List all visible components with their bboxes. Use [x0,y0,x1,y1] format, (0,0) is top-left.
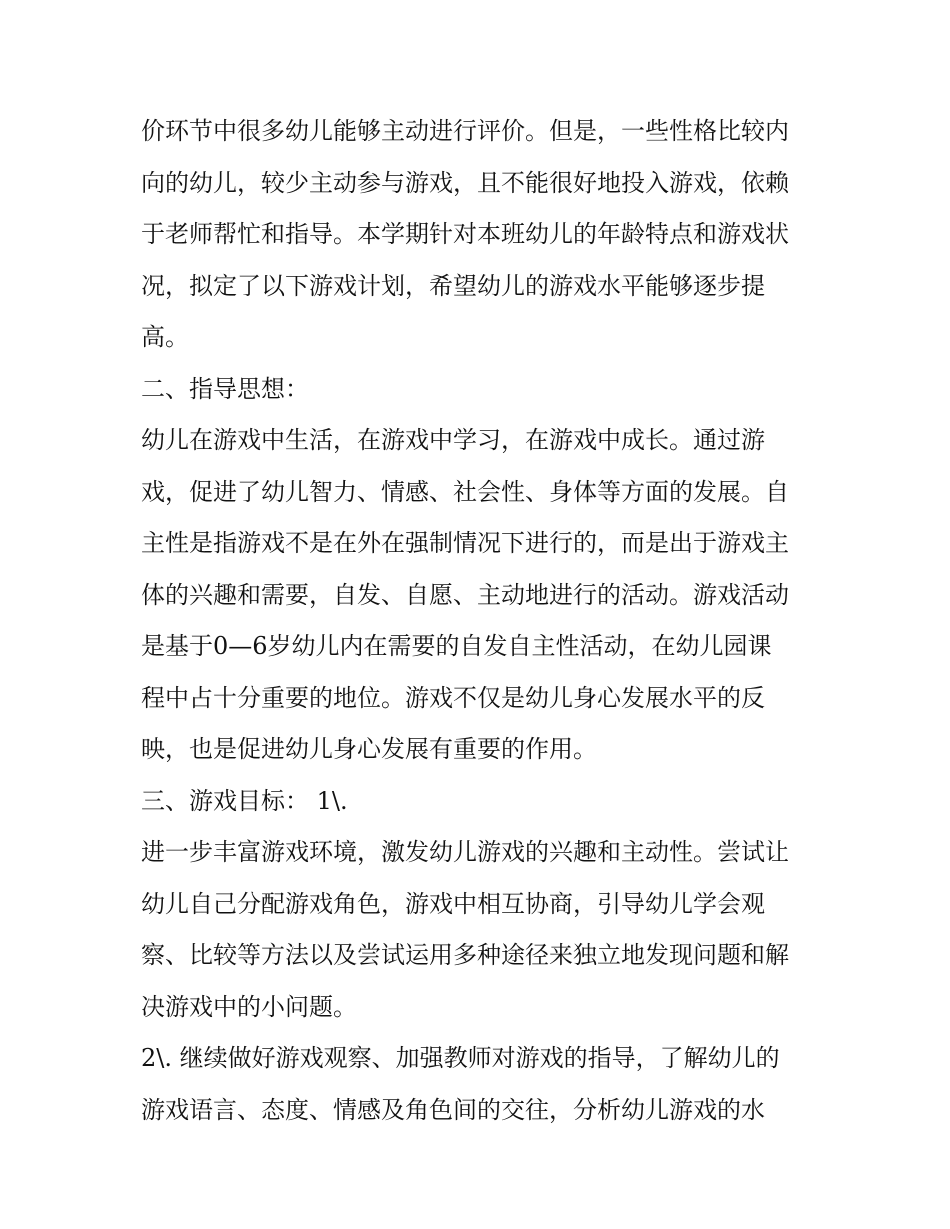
paragraph-goal-2 [141,1033,816,1136]
text-line: 价环节中很多幼儿能够主动进行评价。但是，一些性格比较内 [141,117,789,145]
paragraph-situation-analysis [141,106,816,364]
heading-line: 二、指导思想： [141,374,309,403]
paragraph-goal-1 [141,827,816,1033]
text-line: 游戏语言、态度、情感及角色间的交往，分析幼儿游戏的水 [141,1095,765,1124]
text-line: 程中占十分重要的地位。游戏不仅是幼儿身心发展水平的反 [141,683,765,712]
paragraph-guiding-ideology [141,415,816,776]
text-line: 进一步丰富游戏环境，激发幼儿游戏的兴趣和主动性。尝试让 [141,838,789,866]
text-line: 是基于0—6岁幼儿内在需要的自发自主性活动，在幼儿园课 [141,632,772,660]
section-heading-game-goals [141,776,816,828]
text-line: 幼儿自己分配游戏角色，游戏中相互协商，引导幼儿学会观 [141,889,765,918]
text-line: 体的兴趣和需要，自发、自愿、主动地进行的活动。游戏活动 [141,580,789,609]
text-line: 决游戏中的小问题。 [141,992,357,1021]
heading-line: 三、游戏目标： 1\. [141,786,348,815]
text-line: 戏，促进了幼儿智力、情感、社会性、身体等方面的发展。自 [141,477,789,506]
text-line: 主性是指游戏不是在外在强制情况下进行的，而是出于游戏主 [141,529,789,557]
text-line: 察、比较等方法以及尝试运用多种途径来独立地发现问题和解 [141,941,789,969]
text-line: 于老师帮忙和指导。本学期针对本班幼儿的年龄特点和游戏状 [141,220,789,248]
text-line: 向的幼儿，较少主动参与游戏，且不能很好地投入游戏，依赖 [141,168,789,197]
text-line: 况，拟定了以下游戏计划，希望幼儿的游戏水平能够逐步提 [141,271,765,300]
text-line: 映，也是促进幼儿身心发展有重要的作用。 [141,735,597,763]
text-line: 高。 [141,323,189,351]
text-line: 2\. 继续做好游戏观察、加强教师对游戏的指导，了解幼儿的 [141,1044,780,1072]
section-heading-guiding-ideology [141,364,816,416]
document-body [141,106,816,1136]
text-line: 幼儿在游戏中生活，在游戏中学习，在游戏中成长。通过游 [141,426,765,454]
